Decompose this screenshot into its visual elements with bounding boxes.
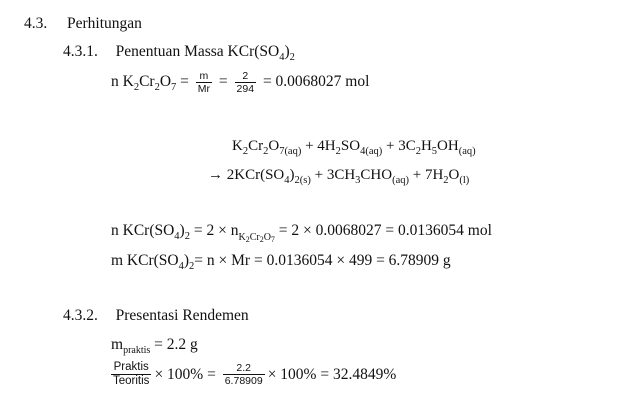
subsection-title-1: Penentuan Massa $KCr(SO_4)_2$ [115,43,295,63]
section-title: Perhitungan [67,15,142,32]
section-heading [24,16,142,32]
subsection-heading-2 [63,308,249,324]
subsection-number-2: 4.3.2. [63,307,98,324]
fraction-2-2-over-6-78909: $\frac{2.2}{6.78909}$ [224,362,263,387]
section-number: 4.3. [24,15,48,32]
reaction-line-1: $K_2Cr_2O_{7(aq)} + 4H_2SO_{4(aq)} + 3C_2H_5OH_{(aq)}$ [232,138,476,157]
fraction-praktis-over-teoritis: $\frac{\text{Praktis}}{\text{Teoritis}}$ [113,361,150,387]
equation-mole-kcr-so4-2: n $KCr(SO_4)_2 = 2 \times n_{K_2Cr_2O_7} = 2 \times 0.0068027 = 0.0136054$ mol [111,222,492,244]
subsection-title-2: Presentasi Rendemen [115,307,249,324]
equation-mole-k2cr2o7: n $K_2Cr_2O_7$ = $\frac{m}{Mr}$ = $\frac{2}{294}$ = 0.0068027 mol [111,70,370,95]
fraction-2-over-294: $\frac{2}{294}$ [236,70,255,95]
reaction-line-2: → $2KCr(SO_4)_{2(s)} + 3CH_3CHO_{(aq)} + 7H_2O_{(l)}$ [208,167,470,186]
subsection-heading-1 [63,43,295,63]
fraction-m-over-mr: $\frac{m}{Mr}$ [197,70,211,95]
equation-rendemen: $\frac{\text{Praktis}}{\text{Teoritis}}$ × 100% = $\frac{2.2}{6.78909}$ × 100% = 32.4849% [113,361,397,387]
equation-m-praktis: $m_{praktis} = 2.2$ g [111,336,198,356]
equation-mass-kcr-so4-2: m $KCr(SO_4)_2= n \times Mr = 0.0136054 \times 499 = 6.78909$ g [111,252,451,272]
subsection-number-1: 4.3.1. [63,43,98,60]
